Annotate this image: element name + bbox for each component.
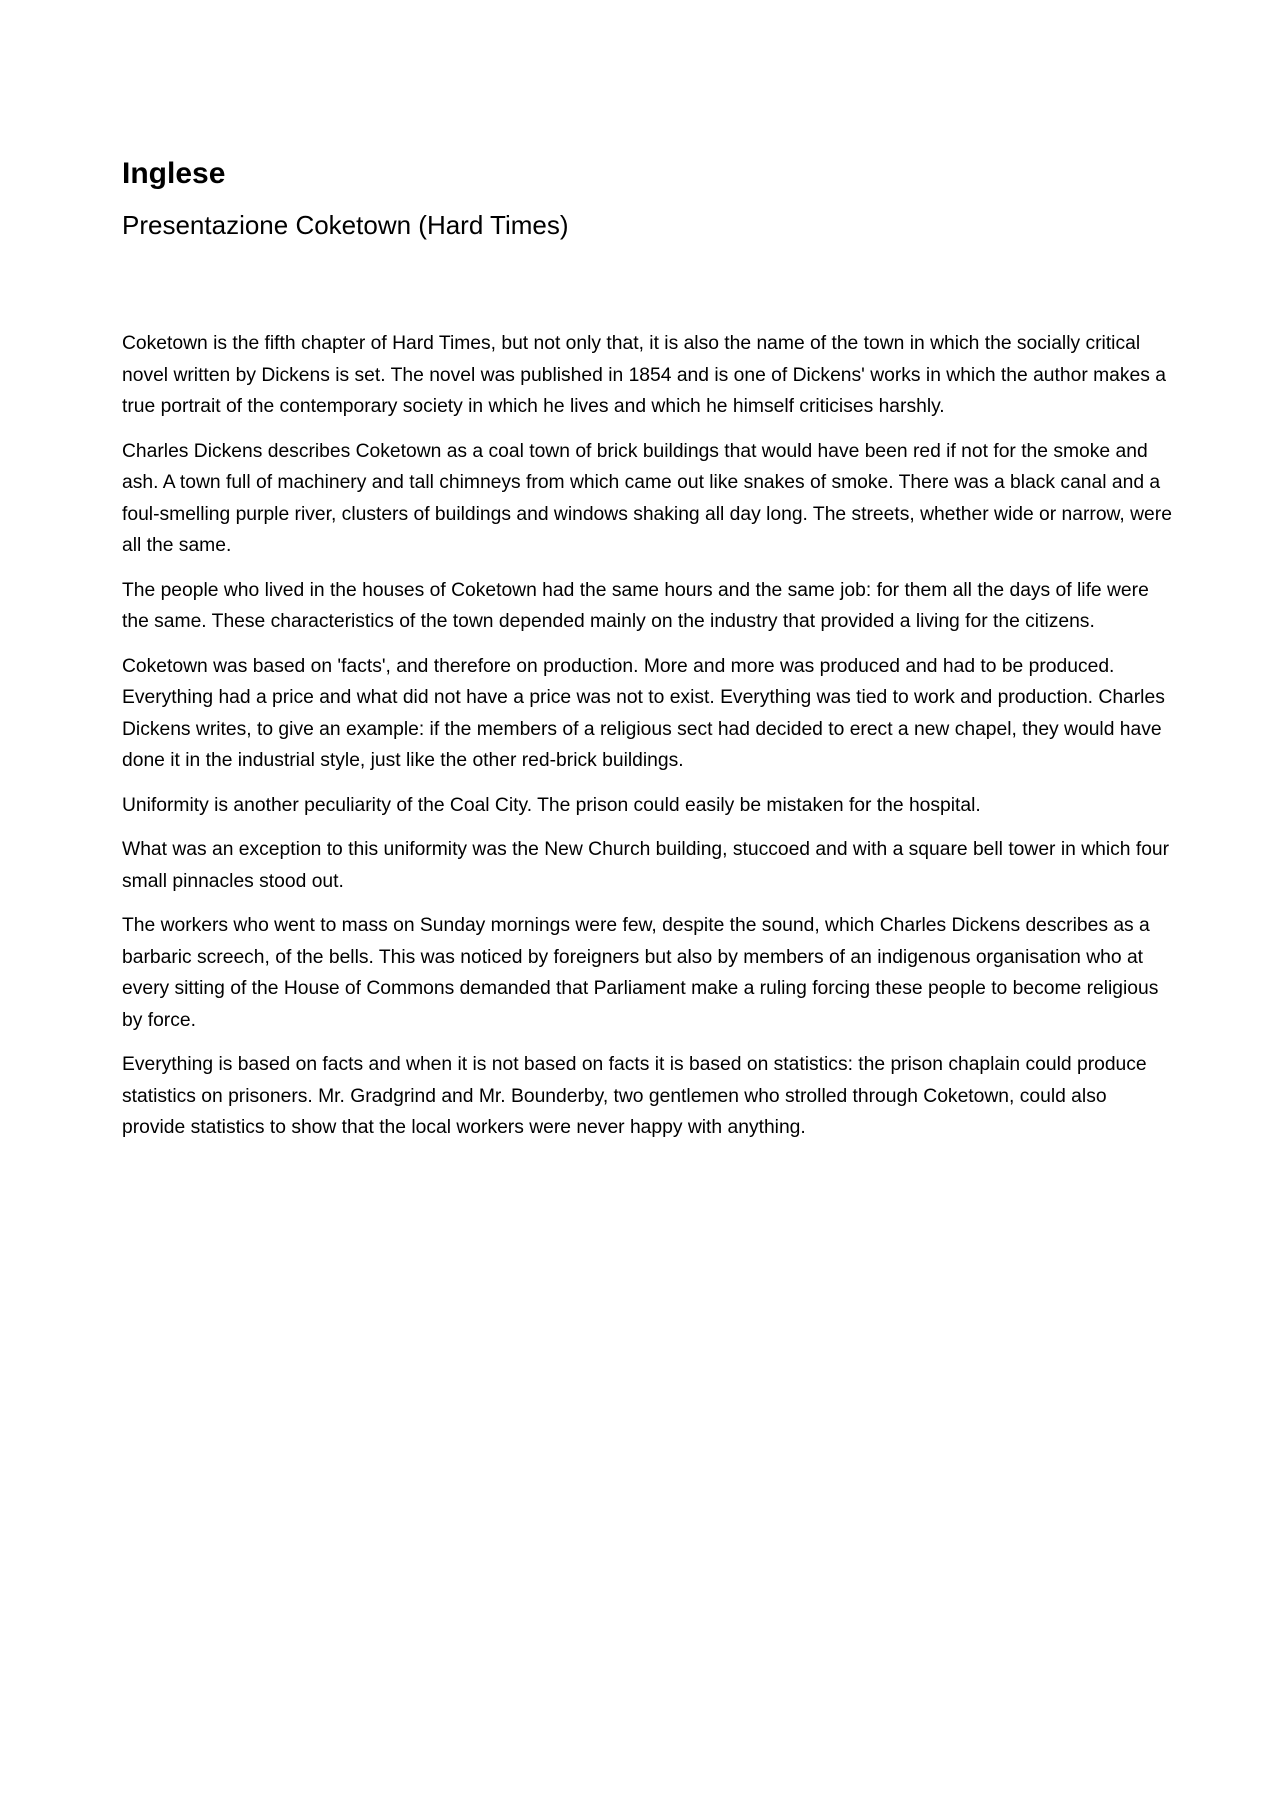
document-subtitle: Presentazione Coketown (Hard Times): [122, 210, 569, 240]
paragraph: Everything is based on facts and when it is not based on facts it is based on statistics: the prison chaplain could produce statistics on prisoners. Mr. Gradgrind and Mr. Bounderby, two gentlemen who strolled through Coketown, could also provide statistics to show that the local workers were never happy with anything.: [122, 1054, 1147, 1138]
paragraph: Uniformity is another peculiarity of the Coal City. The prison could easily be mistaken for the hospital.: [122, 794, 981, 816]
paragraph: Coketown is the fifth chapter of Hard Times, but not only that, it is also the name of the town in which the socially critical novel written by Dickens is set. The novel was published in 1854 and is one of Dickens' works in which the author makes a true portrait of the contemporary society in which he lives and which he himself criticises harshly.: [122, 333, 1166, 417]
paragraph: The workers who went to mass on Sunday mornings were few, despite the sound, which Charles Dickens describes as a barbaric screech, of the bells. This was noticed by foreigners but also by members of an indigenous organisation who at every sitting of the House of Commons demanded that Parliament make a ruling forcing these people to become religious by force.: [122, 915, 1159, 1031]
document-page: [122, 152, 1172, 1157]
paragraph: What was an exception to this uniformity was the New Church building, stuccoed and with a square bell tower in which four small pinnacles stood out.: [122, 839, 1170, 892]
document-body: [122, 328, 1172, 1144]
paragraph: The people who lived in the houses of Coketown had the same hours and the same job: for them all the days of life were the same. These characteristics of the town depended mainly on the industry that provided a living for the citizens.: [122, 579, 1149, 632]
document-title: Inglese: [122, 157, 226, 190]
paragraph: Charles Dickens describes Coketown as a coal town of brick buildings that would have been red if not for the smoke and ash. A town full of machinery and tall chimneys from which came out like snakes of smoke. There was a black canal and a foul-smelling purple river, clusters of buildings and windows shaking all day long. The streets, whether wide or narrow, were all the same.: [122, 440, 1172, 556]
paragraph: Coketown was based on 'facts', and therefore on production. More and more was produced and had to be produced. Everything had a price and what did not have a price was not to exist. Everything was tied to work and production. Charles Dickens writes, to give an example: if the members of a religious sect had decided to erect a new chapel, they would have done it in the industrial style, just like the other red-brick buildings.: [122, 655, 1165, 771]
